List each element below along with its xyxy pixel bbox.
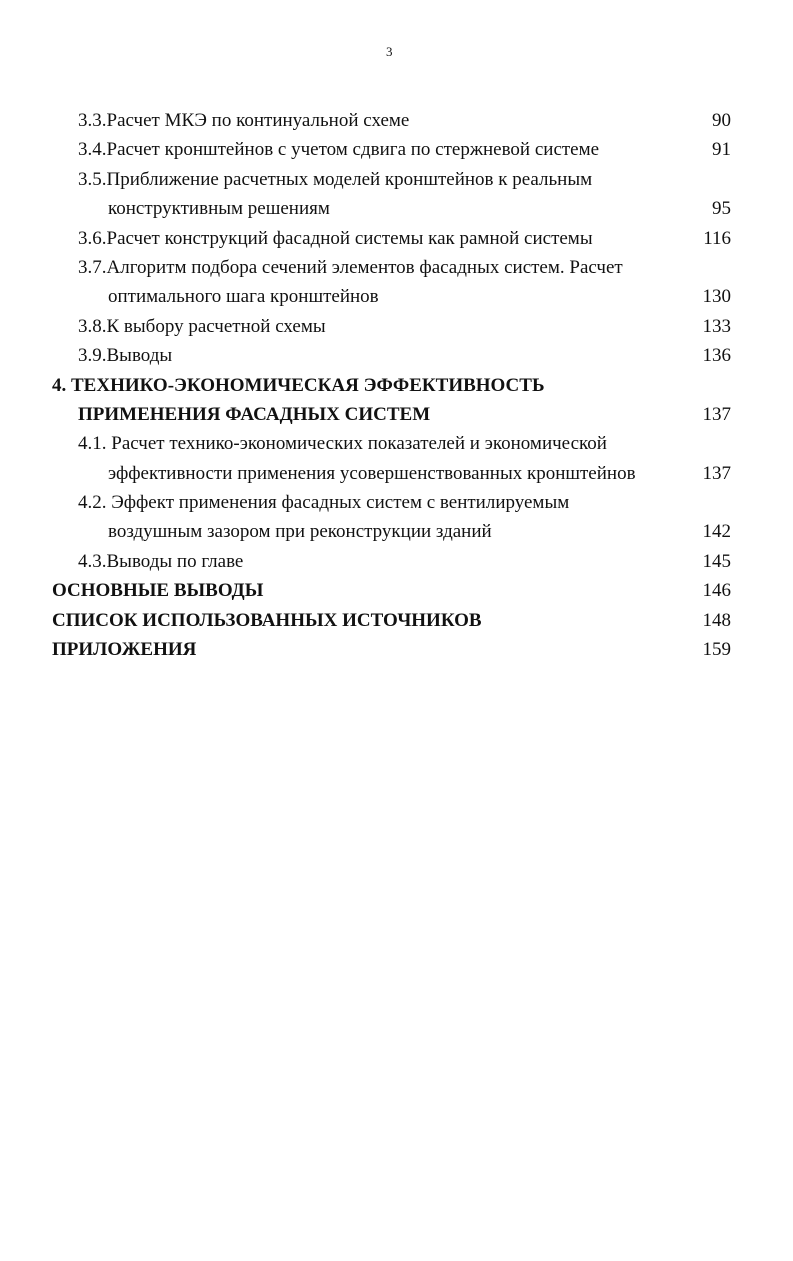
toc-entry-3-7: [0, 253, 793, 282]
toc-entry-page: 137: [702, 403, 731, 425]
toc-entry-page: 116: [703, 227, 731, 249]
toc-entry-page: 90: [712, 110, 731, 131]
toc-entry-page: 91: [712, 139, 731, 161]
toc-entry-3-6: [0, 224, 793, 253]
toc-entry-page: 133: [702, 315, 731, 337]
toc-entry-3-5: [0, 165, 793, 194]
toc-entry-title: конструктивным решениям: [108, 198, 330, 220]
toc-entry-4-3: [0, 547, 793, 576]
toc-entry-page: 130: [702, 286, 731, 308]
toc-entry-3-4: [0, 135, 793, 164]
toc-entry-page: 159: [702, 639, 731, 661]
toc-entry-page: 146: [702, 580, 731, 602]
toc-entry-page: 148: [702, 609, 731, 631]
toc-entry-title: 4.1. Расчет технико-экономических показателей и экономической: [78, 433, 607, 455]
toc-entry-title: 3.5.Приближение расчетных моделей кронштейнов к реальным: [78, 168, 593, 190]
toc-references: [0, 606, 793, 635]
toc-entry-title: эффективности применения усовершенствованных кронштейнов: [108, 462, 636, 484]
toc-entry-title: 4.2. Эффект применения фасадных систем с вентилируемым: [78, 492, 570, 514]
toc-appendices: [0, 635, 793, 664]
toc-entry-title: 3.8.К выбору расчетной схемы: [78, 315, 326, 337]
toc-entry-title: 4.3.Выводы по главе: [78, 550, 244, 572]
toc-entry-title: воздушным зазором при реконструкции зданий: [108, 521, 492, 543]
toc-entry-3-8: [0, 312, 793, 341]
toc-entry-4-1: [0, 429, 793, 458]
toc-main-conclusions: [0, 576, 793, 605]
toc-entry-3-3: [0, 106, 793, 135]
toc-entry-4-2-cont: [0, 517, 793, 546]
toc-entry-page: 142: [702, 521, 731, 543]
toc-entry-title: ПРИЛОЖЕНИЯ: [52, 639, 197, 661]
toc-chapter-4-cont: [0, 400, 793, 429]
toc-entry-title: 3.9.Выводы: [78, 345, 173, 367]
toc-entry-title: 3.4.Расчет кронштейнов с учетом сдвига по стержневой системе: [78, 139, 600, 161]
toc-entry-title: 3.7.Алгоритм подбора сечений элементов фасадных систем. Расчет: [78, 256, 623, 278]
toc-entry-3-9: [0, 341, 793, 370]
toc-entry-title: ПРИМЕНЕНИЯ ФАСАДНЫХ СИСТЕМ: [78, 403, 431, 425]
toc-entry-title: СПИСОК ИСПОЛЬЗОВАННЫХ ИСТОЧНИКОВ: [52, 609, 482, 631]
table-of-contents: [0, 106, 793, 664]
toc-entry-3-7-cont: [0, 282, 793, 311]
toc-entry-4-2: [0, 488, 793, 517]
toc-entry-title: оптимального шага кронштейнов: [108, 286, 379, 308]
toc-entry-title: ОСНОВНЫЕ ВЫВОДЫ: [52, 580, 264, 602]
page-number: 3: [386, 44, 393, 59]
toc-entry-title: 3.3.Расчет МКЭ по континуальной схеме: [78, 110, 410, 131]
toc-entry-4-1-cont: [0, 459, 793, 488]
toc-entry-3-5-cont: [0, 194, 793, 223]
toc-entry-page: 95: [712, 198, 731, 220]
toc-entry-title: 4. ТЕХНИКО-ЭКОНОМИЧЕСКАЯ ЭФФЕКТИВНОСТЬ: [52, 374, 545, 396]
toc-entry-title: 3.6.Расчет конструкций фасадной системы как рамной системы: [78, 227, 593, 249]
toc-entry-page: 137: [702, 462, 731, 484]
toc-chapter-4: [0, 371, 793, 400]
toc-entry-page: 136: [702, 345, 731, 367]
toc-entry-page: 145: [702, 550, 731, 572]
